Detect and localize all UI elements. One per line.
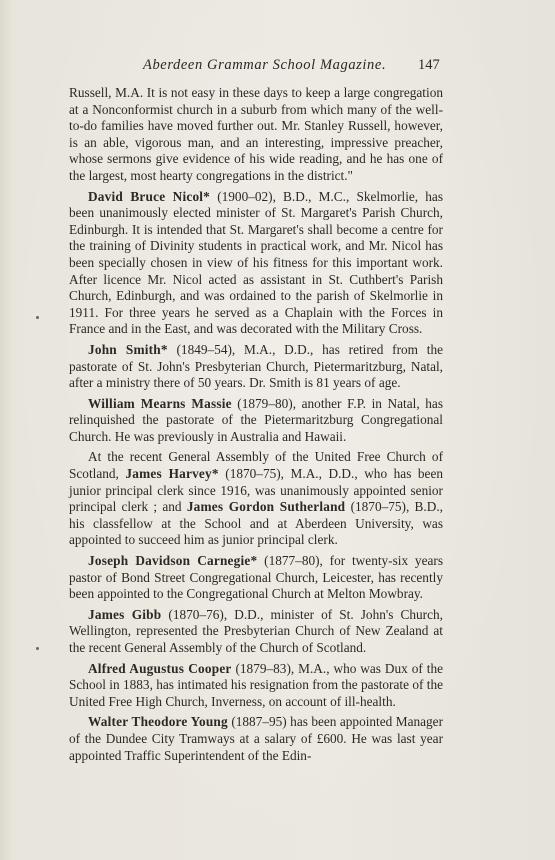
paragraph-russell bbox=[69, 85, 443, 185]
paragraph-text: Russell, M.A. It is not easy in these days to keep a large congregation at a Nonconformist church in a suburb from which many of the well-to-do families have moved further out. Mr. Stanley Russell, however, is an able, vigorous man, and an interesting, impressive preacher, whose sermons give evidence of his wide reading, and he has one of the largest, most hearty congregations in the district." bbox=[69, 85, 443, 183]
paragraph-text: (1900–02), B.D., M.C., Skelmorlie, has been unanimously elected minister of St. Margaret's Parish Church, Edinburgh. It is intended that St. Margaret's shall become a centre for the training of Divinity students in practical work, and Mr. Nicol has been specially chosen in view of his fitness for this important work. After licence Mr. Nicol acted as assistant in St. Cuthbert's Parish Church, Edinburgh, and was ordained to the parish of Skelmorlie in 1911. For three years he served as a Chaplain with the Forces in France and in the East, and was decorated with the Military Cross. bbox=[69, 188, 443, 337]
page-header bbox=[0, 57, 555, 77]
paragraph-text: (1887–95) has been appointed Manager of the Dundee City Tramways at a salary of £600. He was last year appointed Traffic Superintendent of the Edin- bbox=[69, 714, 444, 763]
paragraph-text: (1877–80), for twenty-six years pastor of Bond Street Congregational Church, Leicester, has recently been appointed to the Congregational Church at Melton Mowbray. bbox=[69, 553, 443, 602]
paragraph-carnegie bbox=[69, 553, 443, 603]
paragraph-text: (1879–80), another F.P. in Natal, has relinquished the pastorate of the Pietermaritzburg Congregational Church. He was previously in Australia and Hawaii. bbox=[69, 395, 443, 444]
paragraph-nicol bbox=[69, 189, 443, 338]
paragraph-text: (1879–83), M.A., who was Dux of the School in 1883, has intimated his resignation from the pastorate of the United Free High Church, Inverness, on account of ill-health. bbox=[69, 660, 444, 709]
person-name: John Smith* bbox=[88, 341, 168, 357]
person-name: David Bruce Nicol* bbox=[88, 188, 211, 204]
person-name: James Gibb bbox=[88, 606, 162, 622]
paragraph-text: At the recent General Assembly of the United Free Church of Scotland, bbox=[69, 449, 443, 482]
paragraph-young bbox=[69, 714, 443, 764]
margin-speck bbox=[36, 647, 39, 650]
paragraph-assembly bbox=[69, 449, 443, 549]
paragraph-cooper bbox=[69, 661, 443, 711]
paragraph-massie bbox=[69, 396, 443, 446]
page-number: 147 bbox=[418, 57, 440, 73]
margin-speck bbox=[36, 316, 39, 319]
paragraph-text: (1870–75), M.A., D.D., who has been junior principal clerk since 1916, was unanimously appointed senior principal clerk ; and bbox=[69, 466, 444, 515]
paragraph-text: (1849–54), M.A., D.D., has retired from the pastorate of St. John's Presbyterian Church, Pietermaritzburg, Natal, after a ministry there of 50 years. Dr. Smith is 81 years of age. bbox=[69, 341, 444, 391]
person-name: Walter Theodore Young bbox=[88, 714, 228, 730]
person-name: Alfred Augustus Cooper bbox=[88, 660, 232, 676]
person-name: William Mearns Massie bbox=[88, 395, 232, 411]
paragraph-gibb bbox=[69, 607, 443, 657]
person-name: Joseph Davidson Carnegie* bbox=[88, 553, 258, 569]
person-name: James Harvey* bbox=[125, 466, 219, 482]
article-body bbox=[69, 85, 443, 768]
running-title: Aberdeen Grammar School Magazine. bbox=[143, 57, 387, 73]
paragraph-text: (1870–75), B.D., his classfellow at the School and at Aberdeen University, was appointed to succeed him as junior principal clerk. bbox=[69, 499, 443, 548]
paragraph-text: (1870–76), D.D., minister of St. John's Church, Wellington, represented the Presbyterian Church of New Zealand at the recent General Assembly of the Church of Scotland. bbox=[69, 606, 443, 655]
paragraph-smith bbox=[69, 342, 443, 392]
person-name: James Gordon Sutherland bbox=[186, 499, 346, 515]
